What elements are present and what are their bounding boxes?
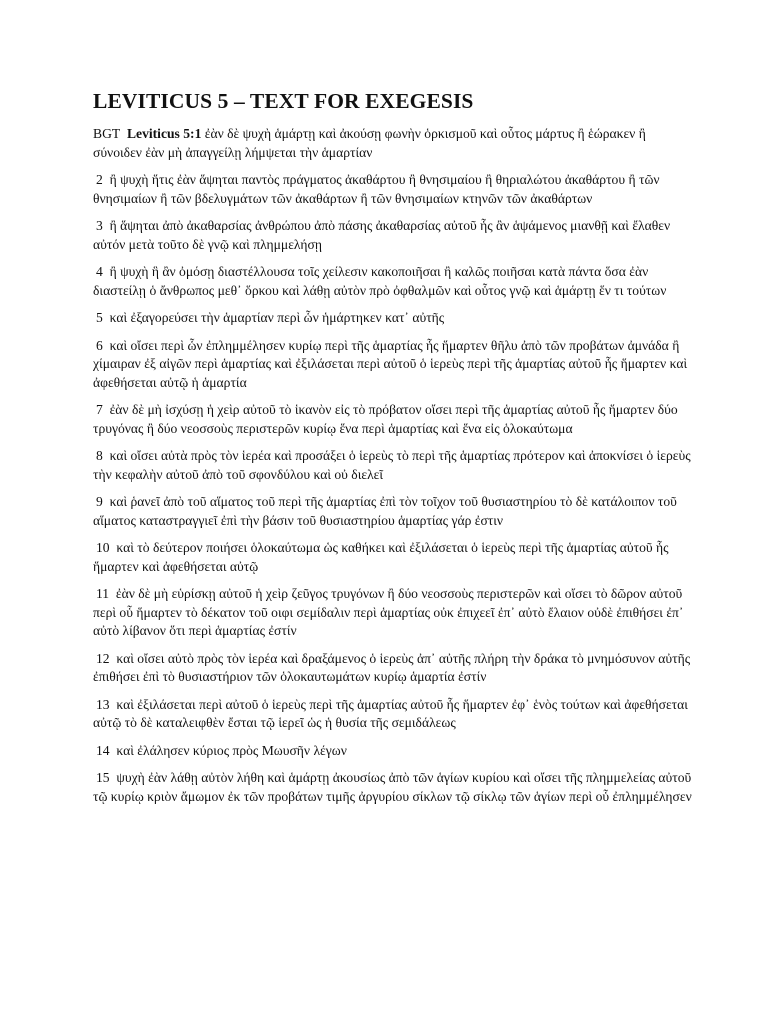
- verse-text: καὶ ῥανεῖ ἀπὸ τοῦ αἵματος τοῦ περὶ τῆς ἁμαρτίας ἐπὶ τὸν τοῖχον τοῦ θυσιαστηρίου τὸ δὲ κατάλοιπον τοῦ αἵματος καταστραγγιεῖ ἐπὶ τὴν βάσιν τοῦ θυσιαστηρίου ἁμαρτίας γάρ ἐστιν: [93, 494, 677, 528]
- verse-number: 11: [96, 586, 110, 601]
- verse-12: [93, 650, 698, 687]
- verse-text: καὶ οἴσει αὐτὰ πρὸς τὸν ἱερέα καὶ προσάξει ὁ ἱερεὺς τὸ περὶ τῆς ἁμαρτίας πρότερον καὶ ἀποκνίσει ὁ ἱερεὺς τὴν κεφαλὴν αὐτοῦ ἀπὸ τοῦ σφονδύλου καὶ οὐ διελεῖ: [93, 448, 691, 482]
- verse-list: [93, 171, 698, 806]
- verse-10: [93, 539, 698, 576]
- verse-text: ἢ ψυχὴ ἣ ἂν ὀμόσῃ διαστέλλουσα τοῖς χείλεσιν κακοποιῆσαι ἢ καλῶς ποιῆσαι κατὰ πάντα ὅσα ἐὰν διαστείλῃ ὁ ἄνθρωπος μεθ᾽ ὅρκου καὶ λάθῃ αὐτὸν πρὸ ὀφθαλμῶν καὶ οὗτος γνῷ καὶ ἁμάρτῃ ἕν τι τούτων: [93, 264, 667, 298]
- verse-8: [93, 447, 698, 484]
- verse-4: [93, 263, 698, 300]
- verse-number: 3: [96, 218, 103, 233]
- verse-3: [93, 217, 698, 254]
- verse-15: [93, 769, 698, 806]
- verse-text: καὶ ἐλάλησεν κύριος πρὸς Μωυσῆν λέγων: [116, 742, 347, 758]
- verse-text: καὶ οἴσει αὐτὸ πρὸς τὸν ἱερέα καὶ δραξάμενος ὁ ἱερεὺς ἀπ᾽ αὐτῆς πλήρη τὴν δράκα τὸ μνημόσυνον αὐτῆς ἐπιθήσει ἐπὶ τὸ θυσιαστήριον τῶν ὁλοκαυτωμάτων κυρίῳ ἁμαρτία ἐστίν: [93, 650, 691, 684]
- verse-text: ἢ ἅψηται ἀπὸ ἀκαθαρσίας ἀνθρώπου ἀπὸ πάσης ἀκαθαρσίας αὐτοῦ ἧς ἂν ἁψάμενος μιανθῇ καὶ ἔλαθεν αὐτόν μετὰ τοῦτο δὲ γνῷ καὶ πλημμελήσῃ: [93, 218, 671, 252]
- verse-number: 2: [96, 172, 103, 187]
- verse-text: ψυχὴ ἐὰν λάθῃ αὐτὸν λήθη καὶ ἁμάρτῃ ἀκουσίως ἀπὸ τῶν ἁγίων κυρίου καὶ οἴσει τῆς πλημμελείας αὐτοῦ τῷ κυρίῳ κριὸν ἄμωμον ἐκ τῶν προβάτων τιμῆς ἀργυρίου σίκλων τῷ σίκλῳ τῶν ἁγίων περὶ οὗ ἐπλημμέλησεν: [93, 770, 692, 804]
- verse-9: [93, 493, 698, 530]
- verse-text: καὶ ἐξαγορεύσει τὴν ἁμαρτίαν περὶ ὧν ἡμάρτηκεν κατ᾽ αὐτῆς: [109, 310, 445, 325]
- verse-number: 4: [96, 264, 103, 279]
- verse-number: 9: [96, 494, 103, 509]
- verse-text: καὶ ἐξιλάσεται περὶ αὐτοῦ ὁ ἱερεὺς περὶ τῆς ἁμαρτίας αὐτοῦ ἧς ἥμαρτεν ἐφ᾽ ἑνὸς τούτων καὶ ἀφεθήσεται αὐτῷ τὸ δὲ καταλειφθὲν ἔσται τῷ ἱερεῖ ὡς ἡ θυσία τῆς σεμιδάλεως: [93, 696, 688, 730]
- verse-number: 6: [96, 337, 103, 353]
- verse-text: ἐὰν δὲ μὴ ἰσχύσῃ ἡ χεὶρ αὐτοῦ τὸ ἱκανὸν εἰς τὸ πρόβατον οἴσει περὶ τῆς ἁμαρτίας αὐτοῦ ἧς ἥμαρτεν δύο τρυγόνας ἢ δύο νεοσσοὺς περιστερῶν κυρίῳ ἕνα περὶ ἁμαρτίας καὶ ἕνα εἰς ὁλοκαύτωμα: [93, 402, 678, 436]
- document-title: LEVITICUS 5 – TEXT FOR EXEGESIS: [93, 89, 474, 113]
- verse-5: [93, 309, 698, 328]
- verse-number: 13: [96, 696, 110, 712]
- verse-text: καὶ οἴσει περὶ ὧν ἐπλημμέλησεν κυρίῳ περὶ τῆς ἁμαρτίας ἧς ἥμαρτεν θῆλυ ἀπὸ τῶν προβάτων ἀμνάδα ἢ χίμαιραν ἐξ αἰγῶν περὶ ἁμαρτίας καὶ ἐξιλάσεται περὶ αὐτοῦ ὁ ἱερεὺς περὶ τῆς ἁμαρτίας αὐτοῦ ἧς ἥμαρτεν καὶ ἀφεθήσεται αὐτῷ ἡ ἁμαρτία: [93, 337, 688, 390]
- verse-number: 5: [96, 310, 103, 325]
- verse-number: 15: [96, 770, 110, 785]
- verse-13: [93, 696, 698, 733]
- verse-6: [93, 337, 698, 393]
- verse-number: 7: [96, 402, 103, 417]
- verse-7: [93, 401, 698, 438]
- verse-number: 10: [96, 540, 110, 555]
- source-label: BGT: [93, 126, 121, 141]
- verse-text: ἐὰν δὲ μὴ εὑρίσκῃ αὐτοῦ ἡ χεὶρ ζεῦγος τρυγόνων ἢ δύο νεοσσοὺς περιστερῶν καὶ οἴσει τὸ δῶρον αὐτοῦ περὶ οὗ ἥμαρτεν τὸ δέκατον τοῦ οιφι σεμίδαλιν περὶ ἁμαρτίας οὐκ ἐπιχεεῖ ἐπ᾽ αὐτὸ ἔλαιον οὐδὲ ἐπιθήσει ἐπ᾽ αὐτὸ λίβανον ὅτι περὶ ἁμαρτίας ἐστίν: [93, 586, 684, 638]
- verse-number: 14: [96, 742, 110, 758]
- verse-2: [93, 171, 698, 208]
- verse-number: 8: [96, 448, 103, 463]
- verse-14: [93, 742, 698, 761]
- verse-text: ἢ ψυχὴ ἥτις ἐὰν ἅψηται παντὸς πράγματος ἀκαθάρτου ἢ θνησιμαίου ἢ θηριαλώτου ἀκαθάρτου ἢ τῶν θνησιμαίων ἢ τῶν βδελυγμάτων τῶν ἀκαθάρτων ἢ τῶν θνησιμαίων κτηνῶν τῶν ἀκαθάρτων: [93, 172, 660, 206]
- verse-11: [93, 585, 698, 641]
- verse-text: ἐὰν δὲ ψυχὴ ἁμάρτῃ καὶ ἀκούσῃ φωνὴν ὁρκισμοῦ καὶ οὗτος μάρτυς ἢ ἑώρακεν ἢ σύνοιδεν ἐὰν μὴ ἀπαγγείλῃ λήμψεται τὴν ἁμαρτίαν: [93, 126, 646, 160]
- verse-number: 12: [96, 650, 110, 666]
- verse-reference: Leviticus 5:1: [126, 126, 202, 141]
- verse-text: καὶ τὸ δεύτερον ποιήσει ὁλοκαύτωμα ὡς καθήκει καὶ ἐξιλάσεται ὁ ἱερεὺς περὶ τῆς ἁμαρτίας αὐτοῦ ἧς ἥμαρτεν καὶ ἀφεθήσεται αὐτῷ: [93, 540, 669, 574]
- verse-1: [93, 125, 698, 162]
